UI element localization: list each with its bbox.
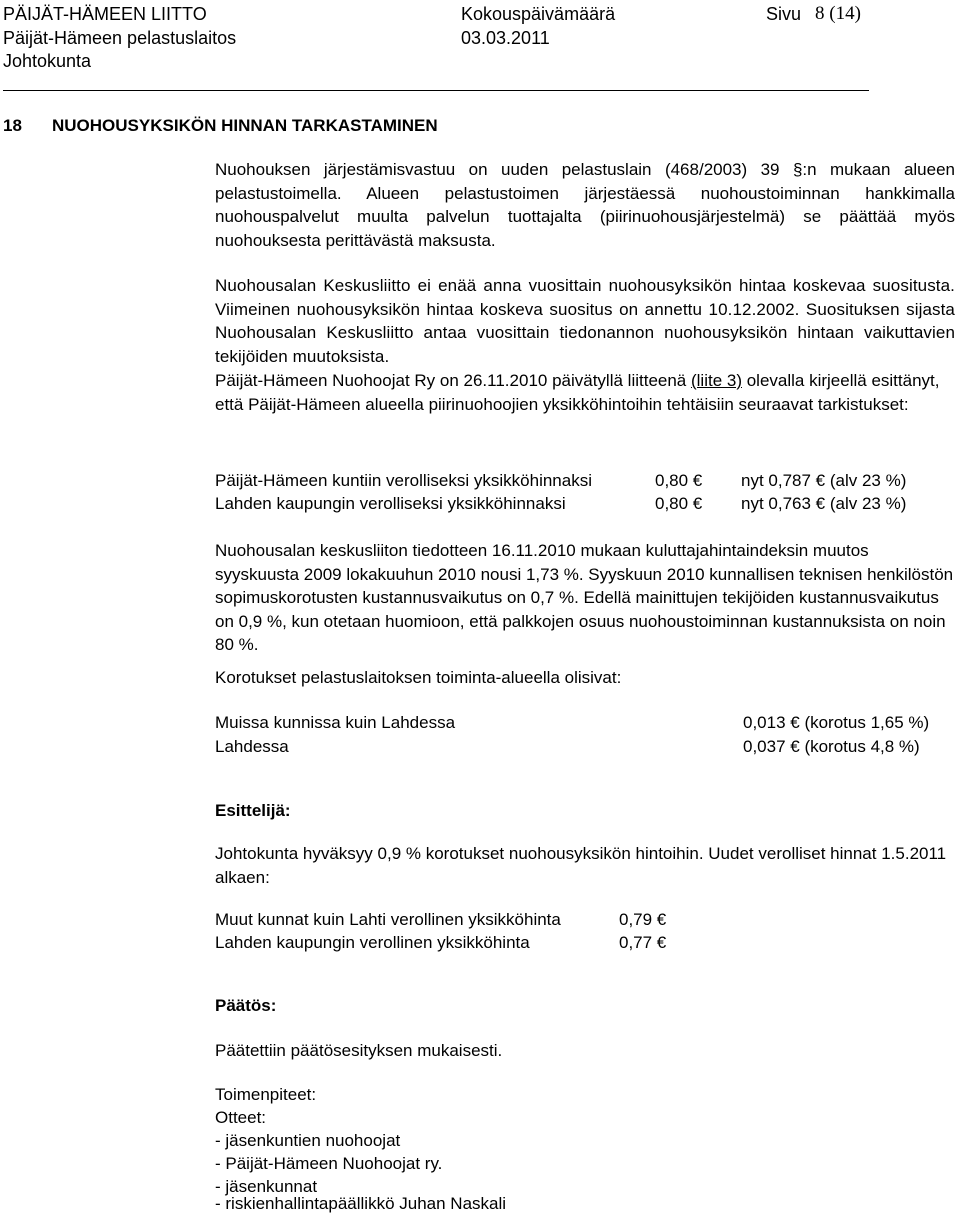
- row-label: Muissa kunnissa kuin Lahdessa: [215, 713, 456, 732]
- extracts-label: Otteet:: [215, 1108, 267, 1127]
- row-label: Päijät-Hämeen kuntiin verolliseksi yksikköhinnaksi: [215, 471, 592, 490]
- header-row-3: [3, 49, 903, 73]
- recipient-item: - riskienhallintapäällikkö Juhan Naskali: [215, 1194, 507, 1213]
- committee-name: Johtokunta: [3, 51, 92, 71]
- row-value: 0,80 €: [655, 471, 703, 490]
- meeting-date: 03.03.2011: [461, 28, 550, 48]
- presenter-heading: Esittelijä:: [215, 801, 291, 820]
- paragraph-text: [215, 369, 955, 416]
- org-name: PÄIJÄT-HÄMEEN LIITTO: [3, 4, 207, 24]
- paragraph-1: [215, 158, 955, 252]
- page-label: Sivu: [766, 4, 802, 24]
- row-value: 0,80 €: [655, 494, 703, 513]
- row-label: Muut kunnat kuin Lahti verollinen yksikköhinta: [215, 910, 561, 929]
- row-value: 0,037 € (korotus 4,8 %): [743, 737, 920, 756]
- section-number: 18: [3, 116, 22, 135]
- recipient-item: - Päijät-Hämeen Nuohoojat ry.: [215, 1154, 443, 1173]
- page-number: 8 (14): [815, 3, 861, 24]
- section-heading: [3, 116, 438, 136]
- row-new-value: nyt 0,787 € (alv 23 %): [741, 471, 907, 490]
- row-value: 0,013 € (korotus 1,65 %): [743, 713, 930, 732]
- header-divider: [3, 90, 869, 91]
- proposed-row: [215, 469, 955, 493]
- paragraph-text: Nuohousalan keskusliiton tiedotteen 16.11.2010 mukaan kuluttajahintaindeksin muutos syyskuusta 2009 lokakuuhun 2010 nousi 1,73 %. Syyskuun 2010 kunnallisen teknisen henkilöstön sopimuskorotusten kustannusvaikutus on 0,7 %. Edellä mainittujen tekijöiden kustannusvaikutus on 0,9 %, kun otetaan huomioon, että palkkojen osuus nuohoustoiminnan kustannuksista on noin 80 %.: [215, 541, 954, 654]
- increase-row: [215, 711, 955, 735]
- paragraph-4: [215, 539, 955, 657]
- increase-row: [215, 735, 955, 759]
- attachment-link[interactable]: (liite 3): [690, 371, 742, 390]
- row-label: Lahden kaupungin verollinen yksikköhinta: [215, 933, 530, 952]
- paragraph-3: [215, 369, 955, 416]
- decision-heading: Päätös:: [215, 996, 277, 1015]
- actions-label: Toimenpiteet:: [215, 1085, 317, 1104]
- org2-name: Päijät-Hämeen pelastuslaitos: [3, 28, 237, 48]
- header-row-1: [3, 2, 903, 26]
- paragraph-text: Korotukset pelastuslaitoksen toiminta-alueella olisivat:: [215, 668, 622, 687]
- row-label: Lahdessa: [215, 737, 289, 756]
- paragraph-text-part: olevalla kirjeellä esittänyt, että Päijät-Hämeen alueella piirinuohoojien yksikköhintoihin tehtäisiin seuraavat tarkistukset:: [215, 371, 940, 414]
- recipient-item: - jäsenkuntien nuohoojat: [215, 1131, 401, 1150]
- paragraph-text-part: Päijät-Hämeen Nuohoojat Ry on 26.11.2010 päivätyllä liitteenä: [215, 371, 691, 390]
- paragraph-text: Johtokunta hyväksyy 0,9 % korotukset nuohousyksikön hintoihin. Uudet verolliset hinnat 1.5.2011 alkaen:: [215, 844, 947, 887]
- proposed-row: [215, 492, 955, 516]
- paragraph-5: [215, 666, 955, 690]
- row-value: 0,79 €: [619, 910, 667, 929]
- row-new-value: nyt 0,763 € (alv 23 %): [741, 494, 907, 513]
- paragraph-text: Nuohousalan Keskusliitto ei enää anna vuosittain nuohousyksikön hintaa koskevaa suositusta. Viimeinen nuohousyksikön hintaa koskeva suositus on annettu 10.12.2002. Suosituksen sijasta Nuohousalan Keskusliitto antaa vuosittain tiedonannon nuohousyksikön hintaan vaikuttavien tekijöiden muutoksista.: [215, 276, 955, 366]
- section-title: NUOHOUSYKSIKÖN HINNAN TARKASTAMINEN: [52, 116, 438, 135]
- header-row-2: [3, 26, 903, 50]
- meeting-date-label: Kokouspäivämäärä: [461, 4, 616, 24]
- row-value: 0,77 €: [619, 933, 667, 952]
- decision-text: Päätettiin päätösesityksen mukaisesti.: [215, 1041, 503, 1060]
- row-label: Lahden kaupungin verolliseksi yksikköhinnaksi: [215, 494, 566, 513]
- paragraph-2: [215, 274, 955, 368]
- recipient-item: - jäsenkunnat: [215, 1177, 318, 1196]
- paragraph-text: Nuohouksen järjestämisvastuu on uuden pelastuslain (468/2003) 39 §:n mukaan alueen pelastustoimella. Alueen pelastustoimen järjestäessä nuohoustoiminnan hankkimalla nuohouspalvelut muulta palvelun tuottajalta (piirinuohousjärjestelmä) se päättää myös nuohouksesta perittävästä maksusta.: [215, 160, 955, 250]
- price-row: [215, 931, 955, 955]
- presenter-text: [215, 842, 955, 889]
- price-row: [215, 908, 955, 932]
